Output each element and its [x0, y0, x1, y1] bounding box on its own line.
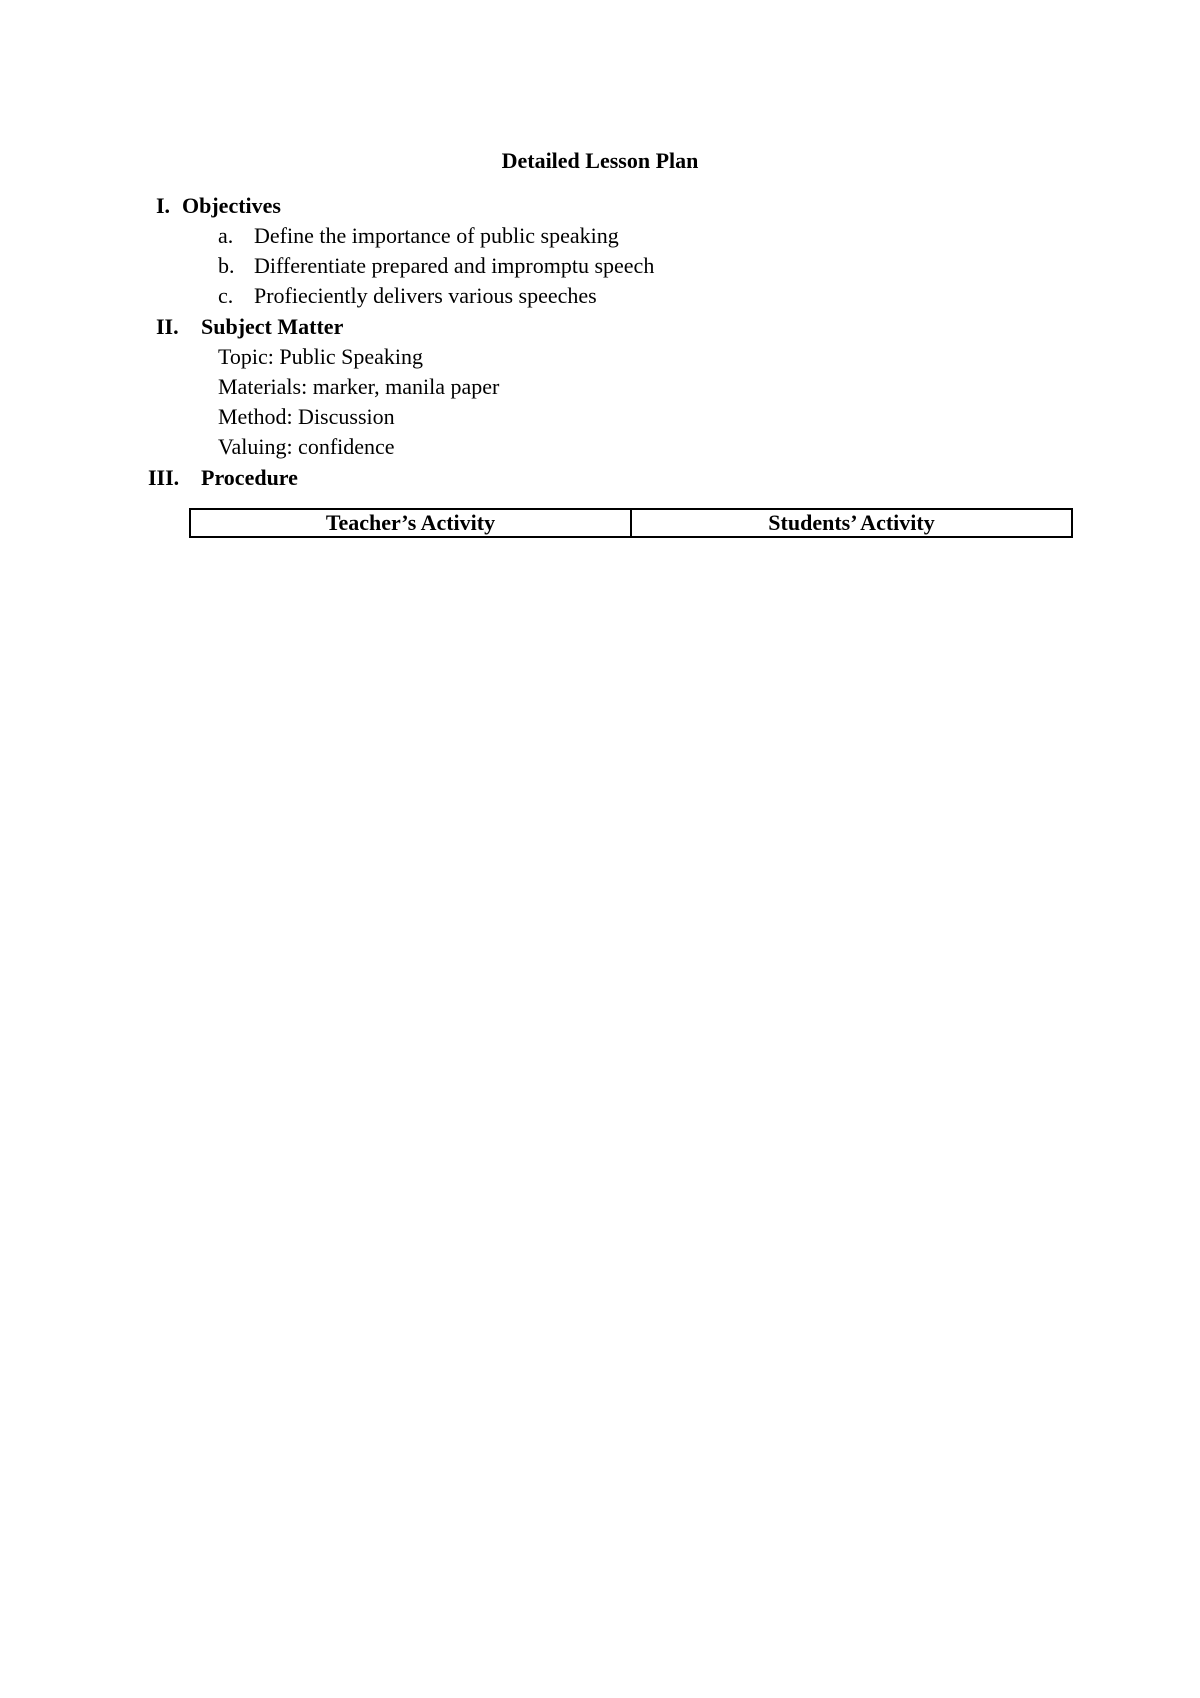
section-heading-text: Subject Matter: [201, 314, 344, 339]
list-item-text: Differentiate prepared and impromptu speech: [254, 253, 655, 278]
subject-line-materials: Materials: marker, manila paper: [218, 374, 500, 399]
list-item: [218, 221, 619, 251]
section-procedure-heading: [148, 463, 298, 493]
table-header-row: [190, 509, 1072, 537]
section-heading-text: Objectives: [182, 193, 281, 218]
subject-line-valuing: Valuing: confidence: [218, 434, 395, 459]
subject-line-method: Method: Discussion: [218, 404, 395, 429]
list-item: [218, 281, 597, 311]
list-item-letter: a.: [218, 223, 234, 248]
section-objectives-heading: [156, 191, 281, 221]
page-title: Detailed Lesson Plan: [501, 148, 699, 173]
section-numeral: III.: [148, 465, 180, 490]
list-item-letter: b.: [218, 253, 235, 278]
section-heading-text: Procedure: [201, 465, 298, 490]
list-item: [218, 251, 654, 281]
section-numeral: II.: [156, 314, 179, 339]
list-item-text: Profieciently delivers various speeches: [254, 283, 597, 308]
section-numeral: I.: [156, 193, 171, 218]
subject-line-topic: Topic: Public Speaking: [218, 344, 423, 369]
list-item-text: Define the importance of public speaking: [254, 223, 619, 248]
section-subject-matter-heading: [156, 312, 343, 342]
table-header-teachers-activity: Teacher’s Activity: [190, 509, 631, 537]
list-item-letter: c.: [218, 283, 234, 308]
procedure-table: [189, 508, 1073, 538]
table-header-students-activity: Students’ Activity: [631, 509, 1072, 537]
